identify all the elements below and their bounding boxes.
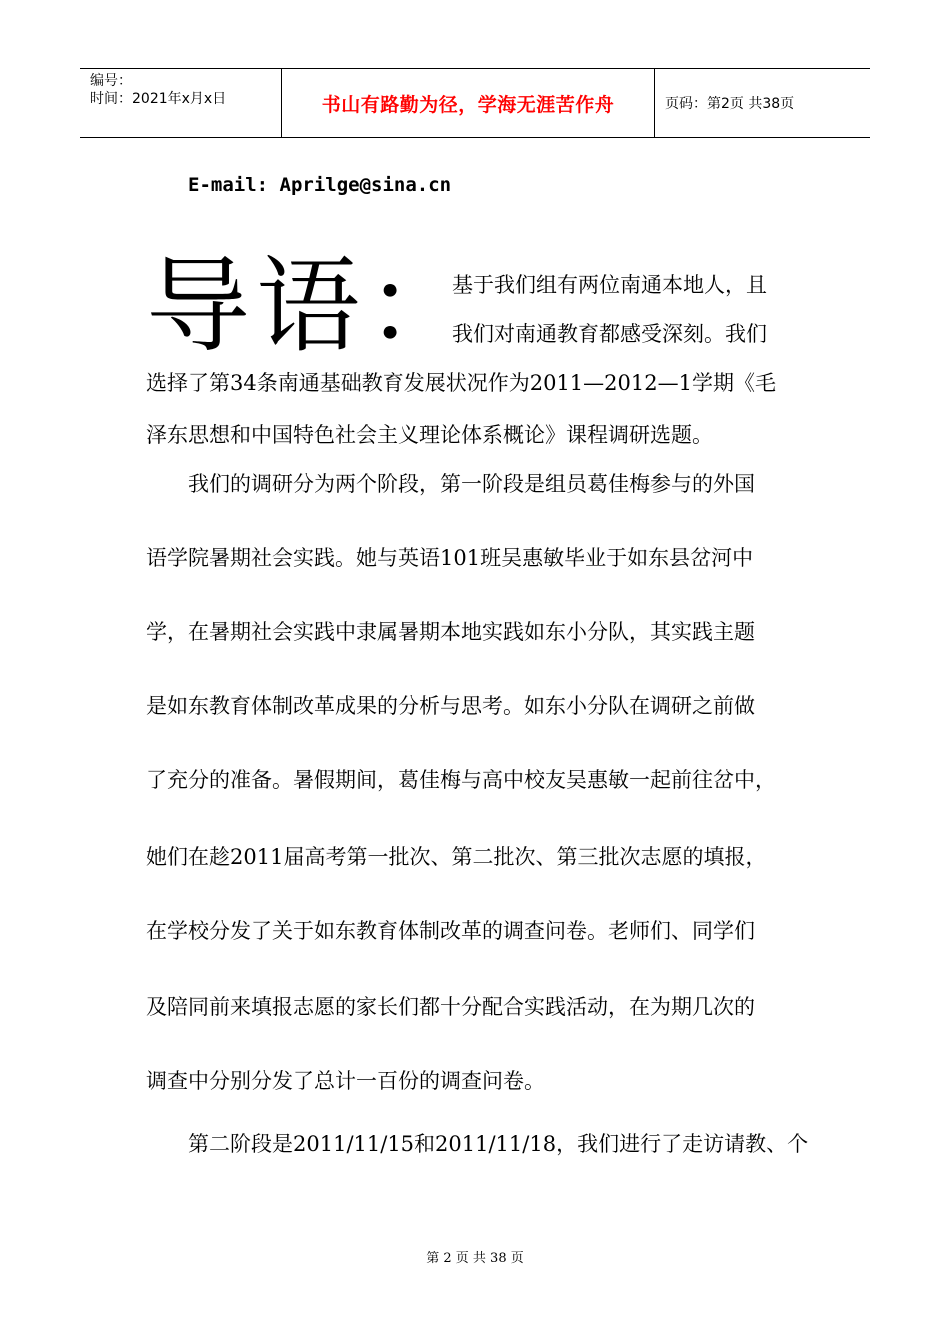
body-line: 语学院暑期社会实践。她与英语101班吴惠敏毕业于如东县岔河中	[146, 546, 754, 570]
body-line: 学，在暑期社会实践中隶属暑期本地实践如东小分队，其实践主题	[146, 620, 755, 644]
body-line: 了充分的准备。暑假期间，葛佳梅与高中校友吴惠敏一起前往岔中，	[146, 768, 776, 792]
header-page-label: 页码：第2页 共38页	[665, 96, 795, 112]
body-line: 调查中分别分发了总计一百份的调查问卷。	[146, 1069, 545, 1093]
dropcap-heading: 导语：	[146, 245, 477, 367]
body-line: 基于我们组有两位南通本地人，且	[452, 273, 767, 297]
body-line: 第二阶段是2011/11/15和2011/11/18，我们进行了走访请教、个	[188, 1132, 809, 1156]
doc-number-label: 编号：	[90, 73, 132, 89]
body-line: 我们对南通教育都感受深刻。我们	[452, 322, 767, 346]
body-line: 她们在趁2011届高考第一批次、第二批次、第三批次志愿的填报，	[146, 845, 767, 869]
email-line: E-mail: Aprilge@sina.cn	[188, 174, 452, 196]
page-footer: 第 2 页 共 38 页	[426, 1251, 524, 1266]
doc-time-label: 时间：2021年x月x日	[90, 91, 227, 107]
body-line: 选择了第34条南通基础教育发展状况作为2011—2012—1学期《毛	[146, 371, 776, 395]
body-line: 泽东思想和中国特色社会主义理论体系概论》课程调研选题。	[146, 423, 713, 447]
header-page-cell	[655, 69, 870, 137]
header-motto: 书山有路勤为径，学海无涯苦作舟	[321, 93, 615, 116]
body-line: 在学校分发了关于如东教育体制改革的调查问卷。老师们、同学们	[146, 919, 755, 943]
body-line: 我们的调研分为两个阶段，第一阶段是组员葛佳梅参与的外国	[188, 472, 755, 496]
body-line: 及陪同前来填报志愿的家长们都十分配合实践活动，在为期几次的	[146, 995, 755, 1019]
page-header	[80, 68, 870, 138]
header-motto-cell	[282, 69, 655, 137]
body-line: 是如东教育体制改革成果的分析与思考。如东小分队在调研之前做	[146, 694, 755, 718]
header-meta	[80, 69, 282, 137]
